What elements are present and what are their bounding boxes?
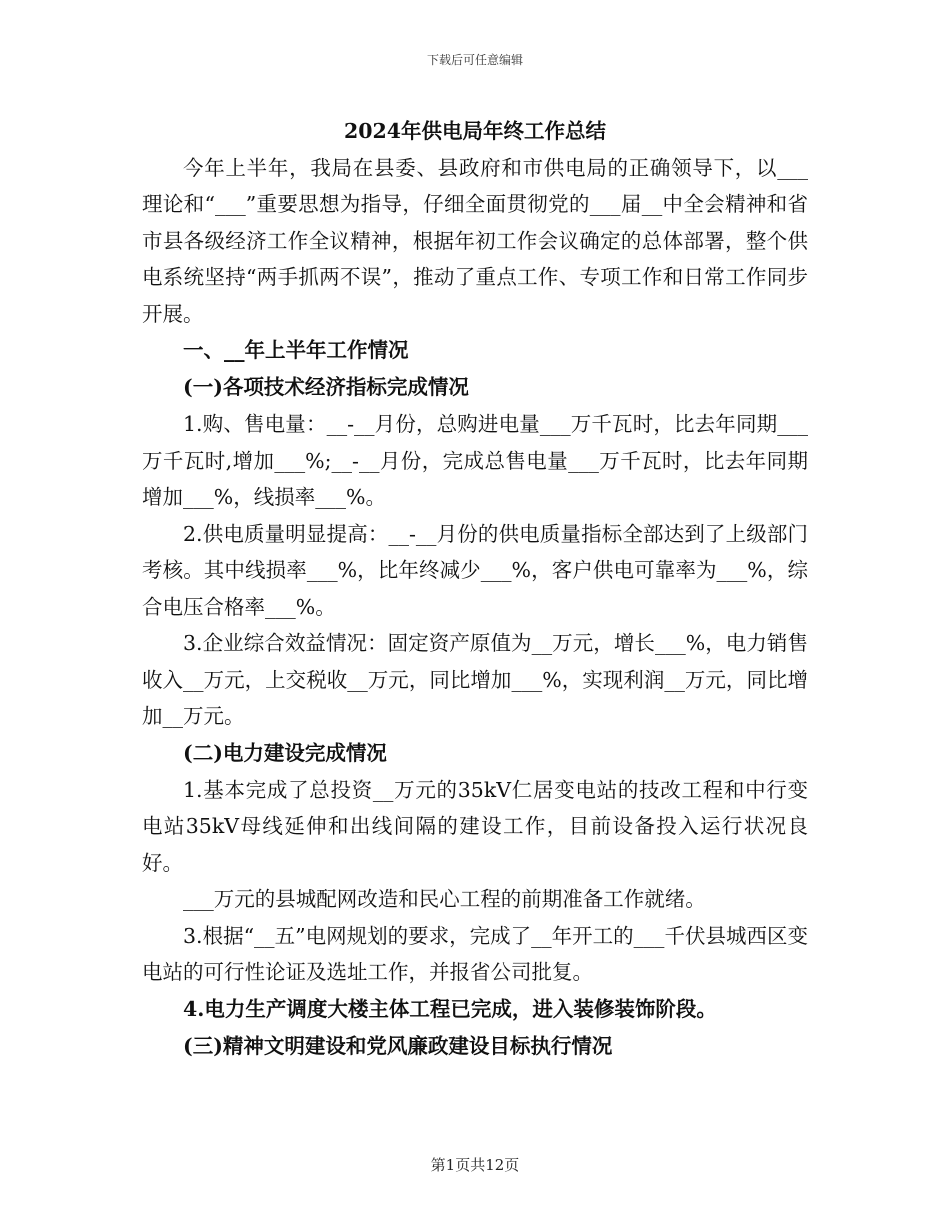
paragraph-economic-benefit: 3.企业综合效益情况：固定资产原值为__万元，增长___%，电力销售收入__万元，上交税收__万元，同比增加___%，实现利润__万元，同比增加__万元。 [142,631,808,728]
page-number: 第1页共12页 [430,1156,520,1174]
subsection-heading-1: (一)各项技术经济指标完成情况 [183,375,469,399]
document-title: 2024年供电局年终工作总结 [343,119,607,143]
paragraph-intro: 今年上半年，我局在县委、县政府和市供电局的正确领导下，以___理论和“___”重要思想为指导，仔细全面贯彻党的___届__中全会精神和省市县各级经济工作全议精神，根据年初工作会议确定的总体部署，整个供电系统坚持“两手抓两不误”，推动了重点工作、专项工作和日常工作同步开展。 [142,155,808,326]
paragraph-supply-quality: 2.供电质量明显提高：__-__月份的供电质量指标全部达到了上级部门考核。其中线损率___%，比年终减少___%，客户供电可靠率为___%，综合电压合格率___%。 [142,521,808,619]
paragraph-substation-project: 1.基本完成了总投资__万元的35kV仁居变电站的技改工程和中行变电站35kV母线延伸和出线间隔的建设工作，目前设备投入运行状况良好。 [142,777,808,875]
paragraph-dispatch-building: 4.电力生产调度大楼主体工程已完成，进入装修装饰阶段。 [183,996,717,1021]
subsection-heading-2: (二)电力建设完成情况 [183,740,387,765]
document-body [142,113,808,1065]
subsection-heading-3: (三)精神文明建设和党风廉政建设目标执行情况 [183,1033,613,1058]
paragraph-electricity-sales: 1.购、售电量：__-__月份，总购进电量___万千瓦时，比去年同期___万千瓦时,增加___%;__-__月份，完成总售电量___万千瓦时，比去年同期增加___%，线损率___%。 [142,412,808,509]
section-heading-1: 一、__年上半年工作情况 [183,338,409,362]
paragraph-grid-planning: 3.根据“__五”电网规划的要求，完成了__年开工的___千伏县城西区变电站的可行性论证及选址工作，并报省公司批复。 [142,923,808,984]
page-header-note: 下载后可任意编辑 [426,53,523,67]
paragraph-distribution-network: ___万元的县城配网改造和民心工程的前期准备工作就绪。 [183,887,706,911]
